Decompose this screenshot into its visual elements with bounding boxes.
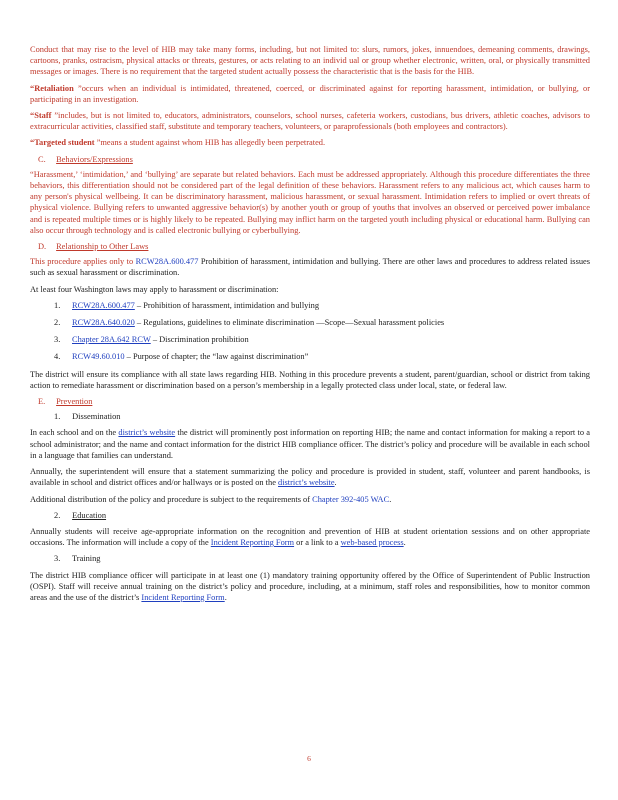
subsection-title: Training — [71, 554, 101, 564]
law-link[interactable]: RCW28A.600.477 — [72, 300, 135, 310]
list-number: 2. — [54, 318, 61, 328]
section-c-title: Behaviors/Expressions — [56, 154, 133, 164]
paragraph-training — [30, 570, 590, 604]
incident-reporting-form-link[interactable]: Incident Reporting Form — [141, 592, 225, 602]
paragraph-dissemination — [30, 427, 590, 461]
list-number: 3. — [54, 335, 61, 345]
paragraph-procedure-scope — [30, 256, 590, 278]
definition-retaliation — [30, 83, 590, 105]
procedure-scope-rest: Prohibition of harassment, intimidation and bullying. There are other laws and procedures to address related issues such as sexual harassment or discrimination. — [30, 257, 590, 278]
education-mid: or a link to a — [294, 538, 341, 548]
definition-retaliation-text: ”occurs when an individual is intimidated, threatened, coerced, or discriminated against for reporting harassment, intimidation, or bullying, or participating in an investigation. — [30, 83, 591, 104]
definition-targeted-student-text: ”means a student against whom HIB has allegedly been perpetrated. — [96, 138, 326, 148]
law-description: – Purpose of chapter; the “law against discrimination” — [124, 352, 309, 362]
list-item — [54, 334, 590, 345]
dissemination-lead: In each school and on the — [30, 428, 119, 438]
law-description: – Prohibition of harassment, intimidation and bullying — [134, 300, 320, 310]
subsection-title: Dissemination — [72, 412, 121, 422]
section-c-number: C. — [38, 154, 46, 164]
paragraph-compliance: The district will ensure its compliance with all state laws regarding HIB. Nothing in this procedure prevents a student, parent/guardian, school or district from taking action to remediate harassment or discrimination based on a person’s membership in a legally protected class under local, state, or federal law. — [30, 369, 590, 390]
subsection-number: 1. — [54, 412, 61, 422]
definition-targeted-student — [30, 137, 590, 148]
law-description: – Regulations, guidelines to eliminate discrimination —Scope—Sexual harassment policies — [134, 318, 445, 328]
term-staff: “Staff — [30, 111, 52, 121]
list-item — [54, 351, 590, 362]
list-item — [54, 300, 590, 311]
rcw-link-inline[interactable]: RCW28A.600.477 — [135, 257, 199, 267]
law-link[interactable]: RCW28A.640.020 — [72, 318, 135, 328]
section-d-number: D. — [38, 242, 47, 252]
subsection-training-heading — [54, 553, 590, 564]
incident-reporting-form-link[interactable]: Incident Reporting Form — [210, 538, 295, 548]
section-e-heading — [38, 396, 590, 407]
subsection-number: 2. — [54, 510, 61, 520]
subsection-title: Education — [72, 510, 107, 520]
section-c-heading — [38, 154, 590, 165]
training-end: . — [224, 592, 227, 602]
section-d-heading — [38, 241, 590, 252]
document-page — [30, 44, 590, 608]
term-targeted-student: “Targeted student — [30, 138, 95, 148]
web-based-process-link[interactable]: web-based process — [340, 538, 404, 548]
laws-list — [30, 300, 590, 363]
training-lead: The district HIB compliance officer will participate in at least one (1) mandatory training opportunity offered by the Office of Superintendent of Public Instruction (OSPI). Staff will receive annual training on the district’s policy and procedure, including, at a minimum, staff roles and responsibilities, how to monitor common areas and the use of the district’s — [30, 570, 590, 602]
definition-staff-text: ”includes, but is not limited to, educators, administrators, counselors, school nurses, cafeteria workers, custodians, bus drivers, athletic coaches, advisors to extracurricular activities, classified staff, substitute and temporary teachers, volunteers, or paraprofessionals (both employees and contractors). — [30, 111, 590, 132]
paragraph-handbooks — [30, 466, 590, 488]
district-website-link[interactable]: district’s website — [118, 428, 176, 438]
paragraph-education — [30, 526, 590, 548]
education-end: . — [403, 538, 406, 548]
term-retaliation: “Retaliation — [30, 83, 74, 93]
page-number: 6 — [307, 754, 311, 763]
education-lead: Annually students will receive age-appropriate information on the recognition and prevention of HIB at student orientation sessions and on other appropriate occasions. The information will include a copy of the — [30, 526, 590, 548]
section-e-title: Prevention — [56, 397, 93, 407]
district-website-link[interactable]: district’s website — [278, 478, 335, 488]
list-number: 1. — [54, 300, 61, 310]
subsection-education-heading — [54, 510, 590, 521]
section-e-number: E. — [38, 397, 46, 407]
paragraph-washington-laws: At least four Washington laws may apply to harassment or discrimination: — [30, 284, 279, 294]
paragraph-behaviors: “Harassment,’ ‘intimidation,’ and ‘bullying’ are separate but related behaviors. Each must be addressed appropriately. Although this procedure differentiates the three behaviors, this differentiation should not be considered part of the legal definition of these behaviors. Harassment refers to any malicious act, which causes harm to any person's physical wellbeing. It can be discriminatory harassment, malicious harassment, or sexual harassment. Intimidation refers to implied or overt threats of physical violence. Bullying refers to unwanted aggressive behavior(s) by another youth or group of youths that involves an observed or perceived power imbalance and is repeated multiple times or is highly likely to be repeated. Bullying may inflict harm on the targeted youth including physical or educational harm. Bullying can also occur through technology and is called electronic bullying or cyberbullying. — [30, 169, 590, 235]
subsection-number: 3. — [54, 554, 61, 564]
law-description: – Discrimination prohibition — [150, 335, 249, 345]
law-link[interactable]: RCW49.60.010 — [72, 352, 125, 362]
list-number: 4. — [54, 352, 61, 362]
paragraph-additional-distribution — [30, 494, 590, 505]
section-d-title: Relationship to Other Laws — [56, 242, 149, 252]
list-item — [54, 317, 590, 328]
additional-distribution-end: . — [389, 494, 392, 504]
handbooks-lead: Annually, the superintendent will ensure that a statement summarizing the policy and procedure is provided in student, staff, volunteer and parent handbooks, is available in school and district offices and/or hallways or is posted on the — [30, 467, 590, 488]
law-link[interactable]: Chapter 28A.642 RCW — [72, 335, 151, 345]
wac-link[interactable]: Chapter 392-405 WAC — [312, 494, 390, 504]
additional-distribution-lead: Additional distribution of the policy and procedure is subject to the requirements of — [30, 494, 313, 504]
definition-staff — [30, 110, 590, 132]
paragraph-hib-forms: Conduct that may rise to the level of HIB may take many forms, including, but not limited to: slurs, rumors, jokes, innuendoes, demeaning comments, drawings, cartoons, pranks, ostracism, physical attacks or threats, gestures, or acts relating to an individ ual or group whether electronic, written, oral, or physically transmitted messages or images. There is no requirement that the targeted student actually possess the characteristic that is the basis for the HIB. — [30, 45, 590, 77]
dissemination-rest: the district will prominently post information on reporting HIB; the name and contact information for making a report to a school administrator; and the name and contact information for the district HIB compliance officer. The district’s policy and procedure will be available in each school in a language that families can understand. — [30, 428, 590, 460]
subsection-dissemination-heading — [54, 411, 590, 422]
procedure-scope-lead: This procedure applies only to — [30, 257, 136, 267]
handbooks-end: . — [334, 478, 337, 488]
